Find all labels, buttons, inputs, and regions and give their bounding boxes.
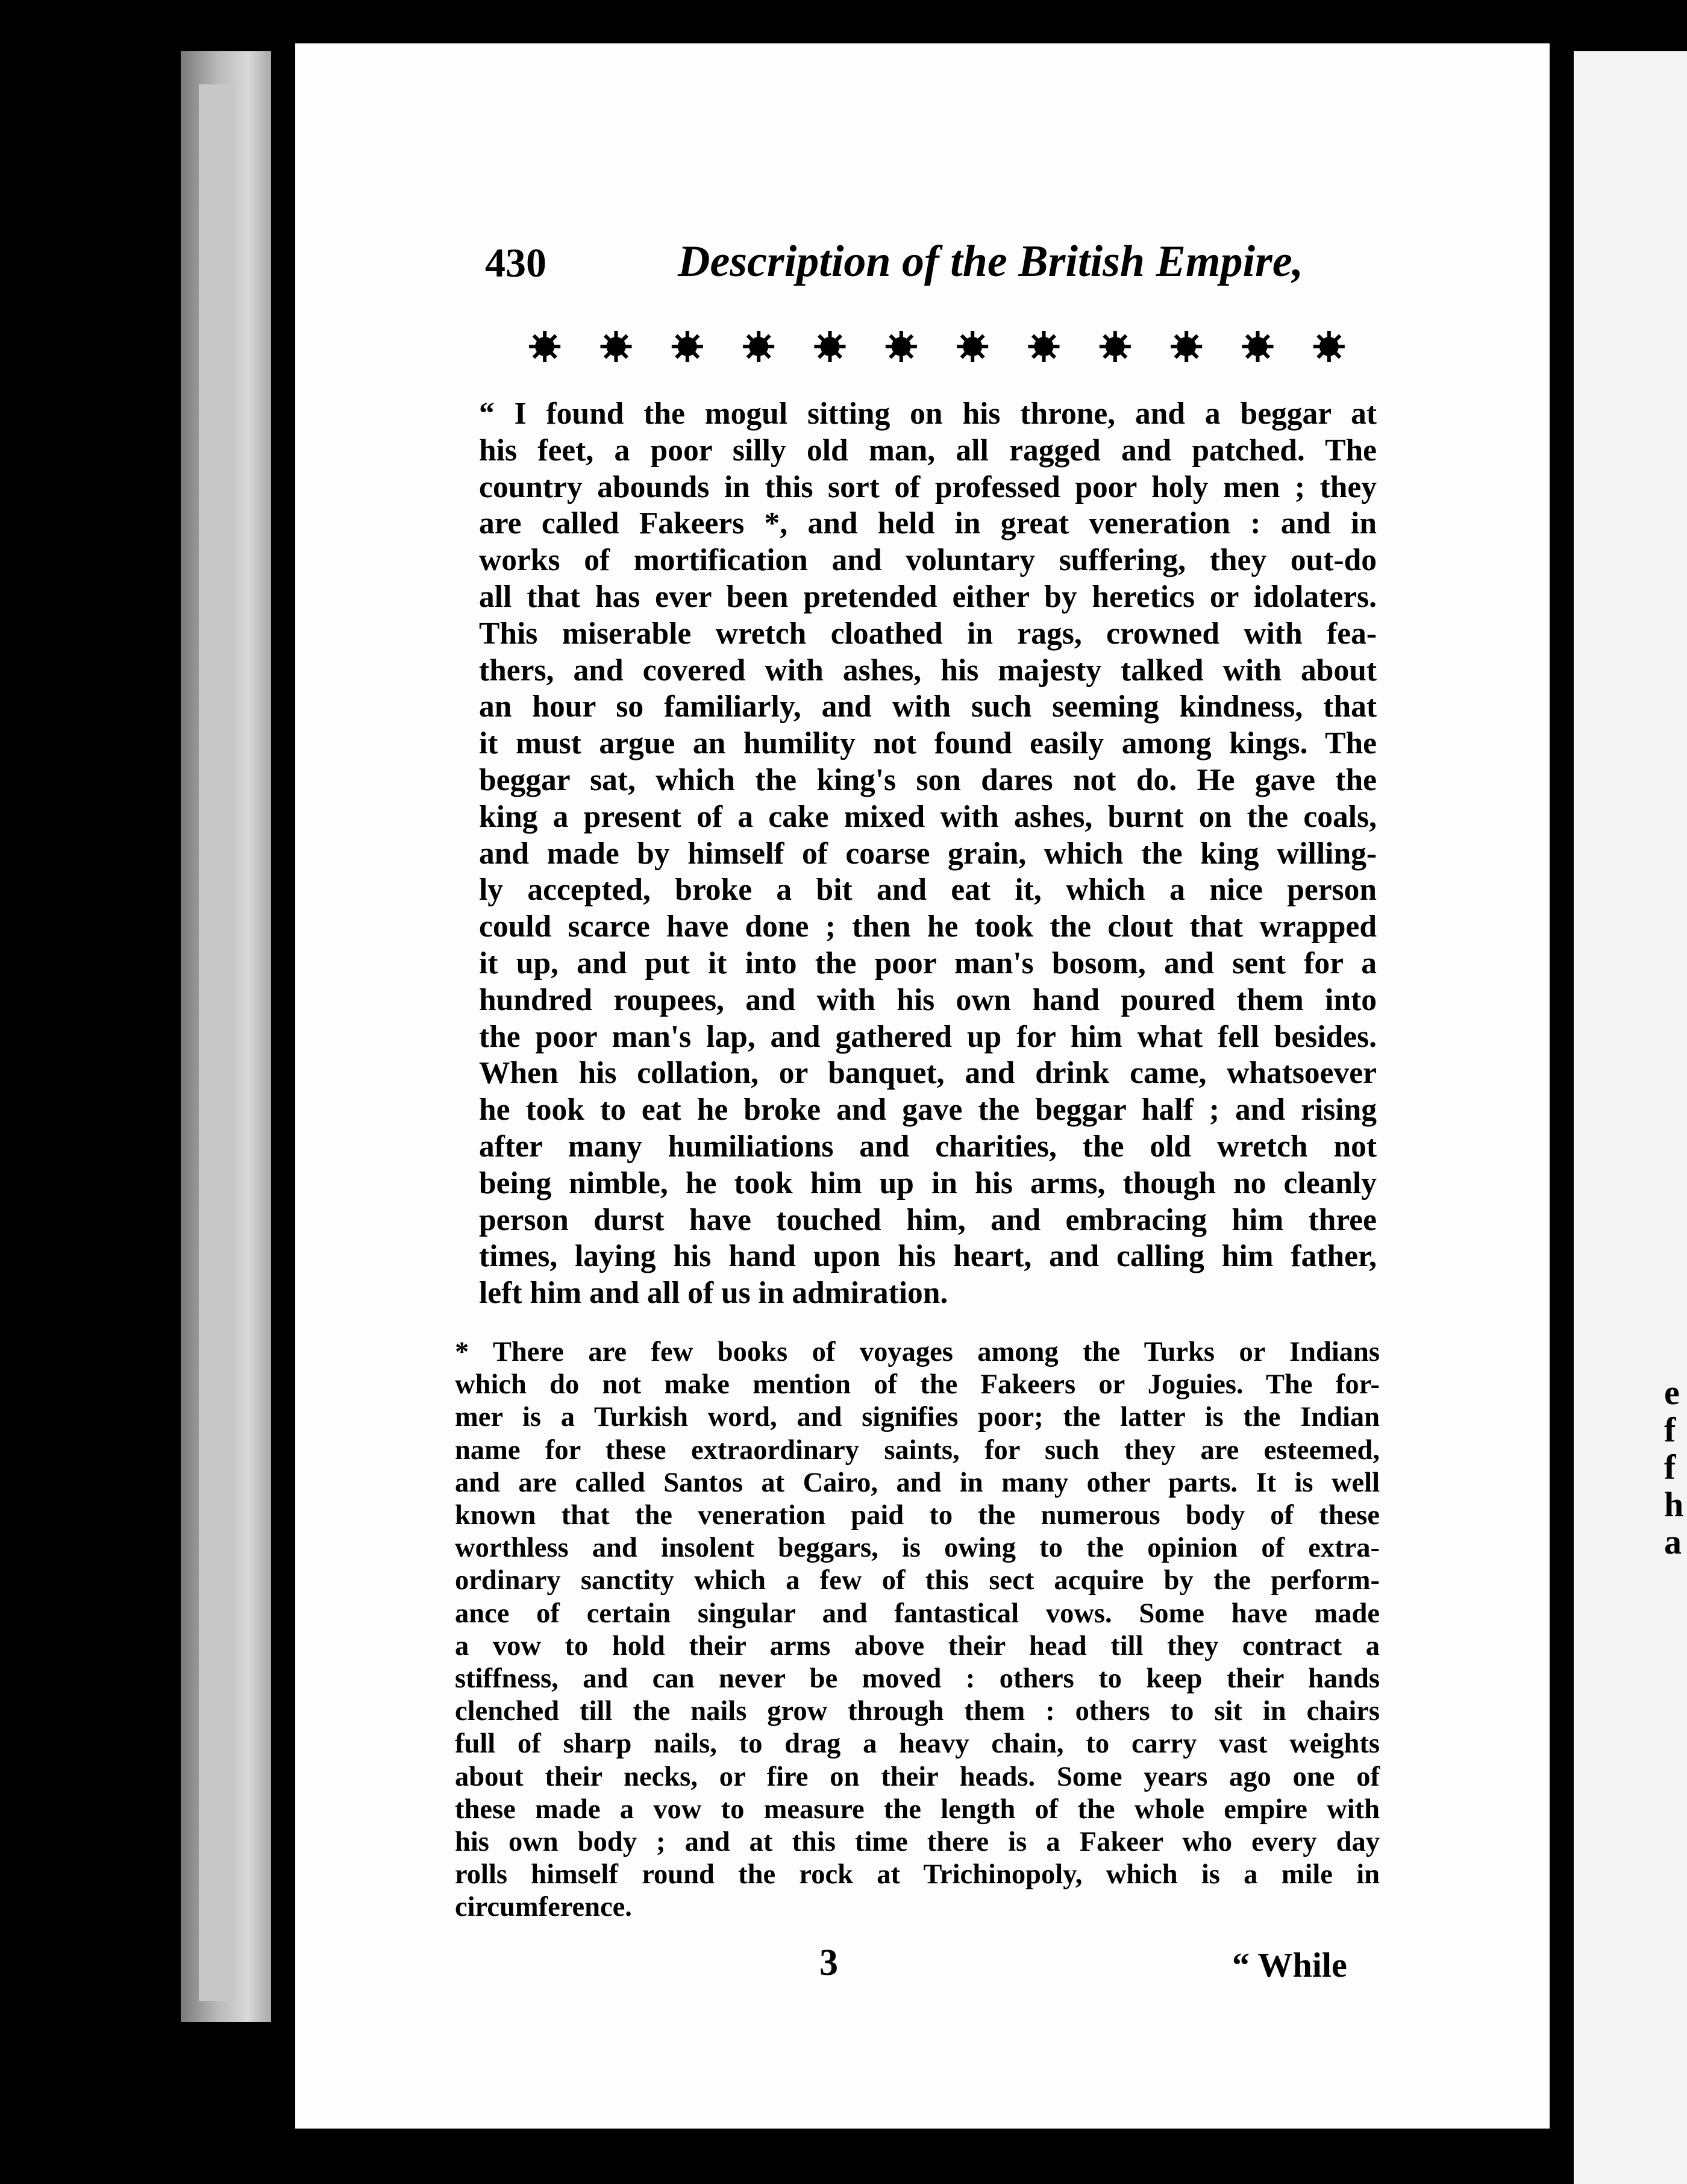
text-line: works of mortification and voluntary suffering, they out-do [479,543,1377,578]
right-fragment-letter: f [1664,1448,1676,1487]
text-line: country abounds in this sort of professed poor holy men ; they [479,469,1377,504]
ornament-star-icon [672,331,703,362]
footnote [455,1336,1380,1924]
footnote-line: which do not make mention of the Fakeers or Joguies. The for- [455,1369,1380,1401]
footnote-line: mer is a Turkish word, and signifies poor; the latter is the Indian [455,1402,1380,1433]
right-page-fragment [1664,1374,1687,1561]
ornament-star-icon [1313,331,1345,362]
footnote-line: known that the veneration paid to the numerous body of these [455,1500,1380,1531]
text-line: an hour so familiarly, and with such seeming kindness, that [479,689,1377,724]
text-line: he took to eat he broke and gave the beggar half ; and rising [479,1093,1377,1128]
ornament-star-icon [886,331,917,362]
text-line: thers, and covered with ashes, his majesty talked with about [479,653,1377,688]
ornament-stars-icon [509,325,1365,368]
footnote-line: a vow to hold their arms above their head till they contract a [455,1630,1380,1662]
text-line: When his collation, or banquet, and drink came, whatsoever [479,1056,1377,1091]
text-line: “ I found the mogul sitting on his throne, and a beggar at [479,397,1377,431]
ornament-star-icon [957,331,988,362]
footnote-line: stiffness, and can never be moved : others to keep their hands [455,1663,1380,1695]
text-line: person durst have touched him, and embracing him three [479,1202,1377,1237]
right-fragment-letter: h [1664,1485,1684,1524]
ornament-star-icon [1100,331,1131,362]
text-line: king a present of a cake mixed with ashes, burnt on the coals, [479,799,1377,834]
ornament-star-icon [1171,331,1202,362]
main-text [479,396,1377,1312]
footnote-line: these made a vow to measure the length of the whole empire with [455,1793,1380,1825]
footnote-line: worthless and insolent beggars, is owing to the opinion of extra- [455,1533,1380,1564]
running-title: Description of the British Empire, [678,237,1304,286]
footnote-line: about their necks, or fire on their heads. Some years ago one of [455,1761,1380,1792]
ornament-star-icon [529,331,560,362]
ornament-row [509,325,1365,368]
text-line: it up, and put it into the poor man's bosom, and sent for a [479,946,1377,981]
ornament-star-icon [743,331,774,362]
text-line: hundred roupees, and with his own hand poured them into [479,982,1377,1017]
page-header [485,212,1536,297]
book-page [295,43,1550,2129]
footnote-line: ordinary sanctity which a few of this sect acquire by the perform- [455,1565,1380,1596]
text-line: This miserable wretch cloathed in rags, crowned with fea- [479,616,1377,651]
text-line: ly accepted, broke a bit and eat it, which a nice person [479,873,1377,908]
right-fragment-letter: a [1664,1522,1682,1561]
footnote-line: rolls himself round the rock at Trichinopoly, which is a mile in [455,1859,1380,1891]
footnote-line: clenched till the nails grow through them : others to sit in chairs [455,1696,1380,1727]
right-fragment-letter: f [1664,1410,1676,1449]
text-line: are called Fakeers *, and held in great veneration : and in [479,506,1377,541]
right-fragment-letter: e [1664,1374,1680,1412]
footnote-line: and are called Santos at Cairo, and in many other parts. It is well [455,1467,1380,1498]
footnote-line: full of sharp nails, to drag a heavy chain, to carry vast weights [455,1728,1380,1760]
text-line: it must argue an humility not found easily among kings. The [479,726,1377,761]
text-line: after many humiliations and charities, the old wretch not [479,1129,1377,1164]
footnote-line: his own body ; and at this time there is a Fakeer who every day [455,1827,1380,1858]
ornament-star-icon [815,331,846,362]
footnote-line: name for these extraordinary saints, for such they are esteemed, [455,1434,1380,1466]
footnote-line: ance of certain singular and fantastical vows. Some have made [455,1598,1380,1629]
catchword: “ While [1232,1945,1347,1985]
text-line: could scarce have done ; then he took the clout that wrapped [479,909,1377,944]
signature-mark: 3 [819,1942,838,1983]
ornament-star-icon [1028,331,1060,362]
footnote-line: * There are few books of voyages among the Turks or Indians [455,1337,1380,1367]
text-line: times, laying his hand upon his heart, and calling him father, [479,1239,1377,1274]
text-line: being nimble, he took him up in his arms, though no cleanly [479,1166,1377,1200]
page-number: 430 [485,240,546,286]
text-line: all that has ever been pretended either by heretics or idolaters. [479,579,1377,614]
text-line: and made by himself of coarse grain, which the king willing- [479,836,1377,871]
text-line: the poor man's lap, and gathered up for him what fell besides. [479,1019,1377,1054]
right-page-edge [1574,51,1687,2184]
footnote-line: circumference. [455,1892,632,1923]
text-line: beggar sat, which the king's son dares not do. He gave the [479,762,1377,797]
text-line: his feet, a poor silly old man, all ragged and patched. The [479,433,1377,468]
text-line: left him and all of us in admiration. [479,1276,948,1311]
ornament-star-icon [1242,331,1274,362]
ornament-star-icon [601,331,632,362]
left-page-edge-inner [199,84,235,2001]
